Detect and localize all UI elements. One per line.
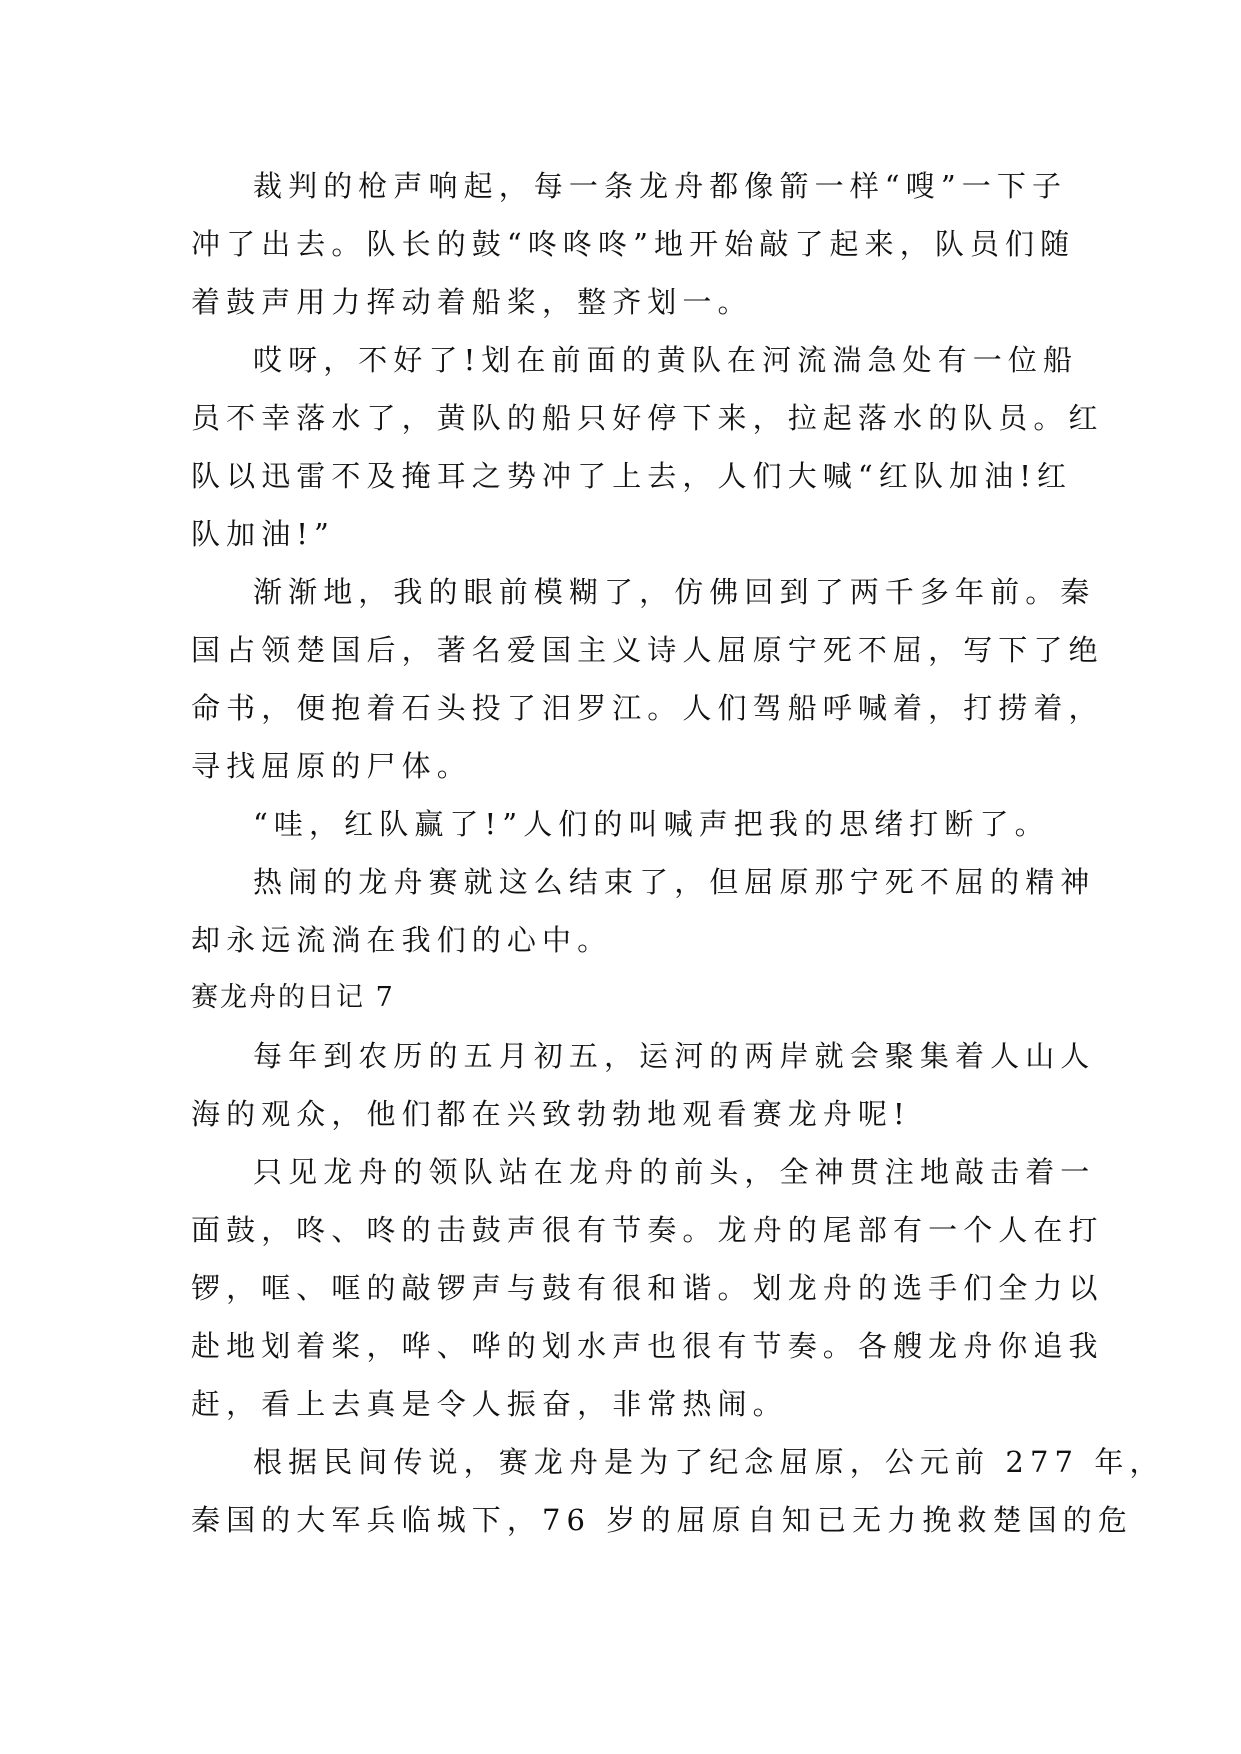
- paragraph-line: 面鼓，咚、咚的击鼓声很有节奏。龙舟的尾部有一个人在打: [191, 1213, 1104, 1247]
- paragraph-line: 海的观众，他们都在兴致勃勃地观看赛龙舟呢!: [191, 1097, 911, 1131]
- paragraph-line: 队以迅雷不及掩耳之势冲了上去，人们大喊“红队加油!红: [191, 459, 1073, 493]
- paragraph-line: 渐渐地，我的眼前模糊了，仿佛回到了两千多年前。秦: [253, 575, 1096, 609]
- paragraph-line: 秦国的大军兵临城下，76 岁的屈原自知已无力挽救楚国的危: [191, 1503, 1133, 1537]
- paragraph-line: 哎呀，不好了!划在前面的黄队在河流湍急处有一位船: [253, 343, 1079, 377]
- paragraph-line: 寻找屈原的尸体。: [191, 749, 472, 783]
- paragraph-line: 冲了出去。队长的鼓“咚咚咚”地开始敲了起来，队员们随: [191, 227, 1076, 261]
- paragraph-line: 热闹的龙舟赛就这么结束了，但屈原那宁死不屈的精神: [253, 865, 1096, 899]
- paragraph-line: 队加油!”: [191, 517, 335, 551]
- paragraph-line: “哇，红队赢了!”人们的叫喊声把我的思绪打断了。: [253, 807, 1050, 841]
- paragraph-line: 赶，看上去真是令人振奋，非常热闹。: [191, 1387, 788, 1421]
- paragraph-line: 着鼓声用力挥动着船桨，整齐划一。: [191, 285, 753, 319]
- paragraph-line: 锣，哐、哐的敲锣声与鼓有很和谐。划龙舟的选手们全力以: [191, 1271, 1104, 1305]
- paragraph-line: 命书，便抱着石头投了汨罗江。人们驾船呼喊着，打捞着，: [191, 691, 1104, 725]
- paragraph-line: 只见龙舟的领队站在龙舟的前头，全神贯注地敲击着一: [253, 1155, 1096, 1189]
- paragraph-line: 国占领楚国后，著名爱国主义诗人屈原宁死不屈，写下了绝: [191, 633, 1104, 667]
- paragraph-line: 根据民间传说，赛龙舟是为了纪念屈原，公元前 277 年，: [253, 1445, 1165, 1479]
- section-heading: 赛龙舟的日记 7: [191, 982, 395, 1013]
- paragraph-line: 赴地划着桨，哗、哗的划水声也很有节奏。各艘龙舟你追我: [191, 1329, 1104, 1363]
- paragraph-line: 裁判的枪声响起，每一条龙舟都像箭一样“嗖”一下子: [253, 169, 1068, 203]
- paragraph-line: 却永远流淌在我们的心中。: [191, 923, 613, 957]
- paragraph-line: 每年到农历的五月初五，运河的两岸就会聚集着人山人: [253, 1039, 1096, 1073]
- paragraph-line: 员不幸落水了，黄队的船只好停下来，拉起落水的队员。红: [191, 401, 1104, 435]
